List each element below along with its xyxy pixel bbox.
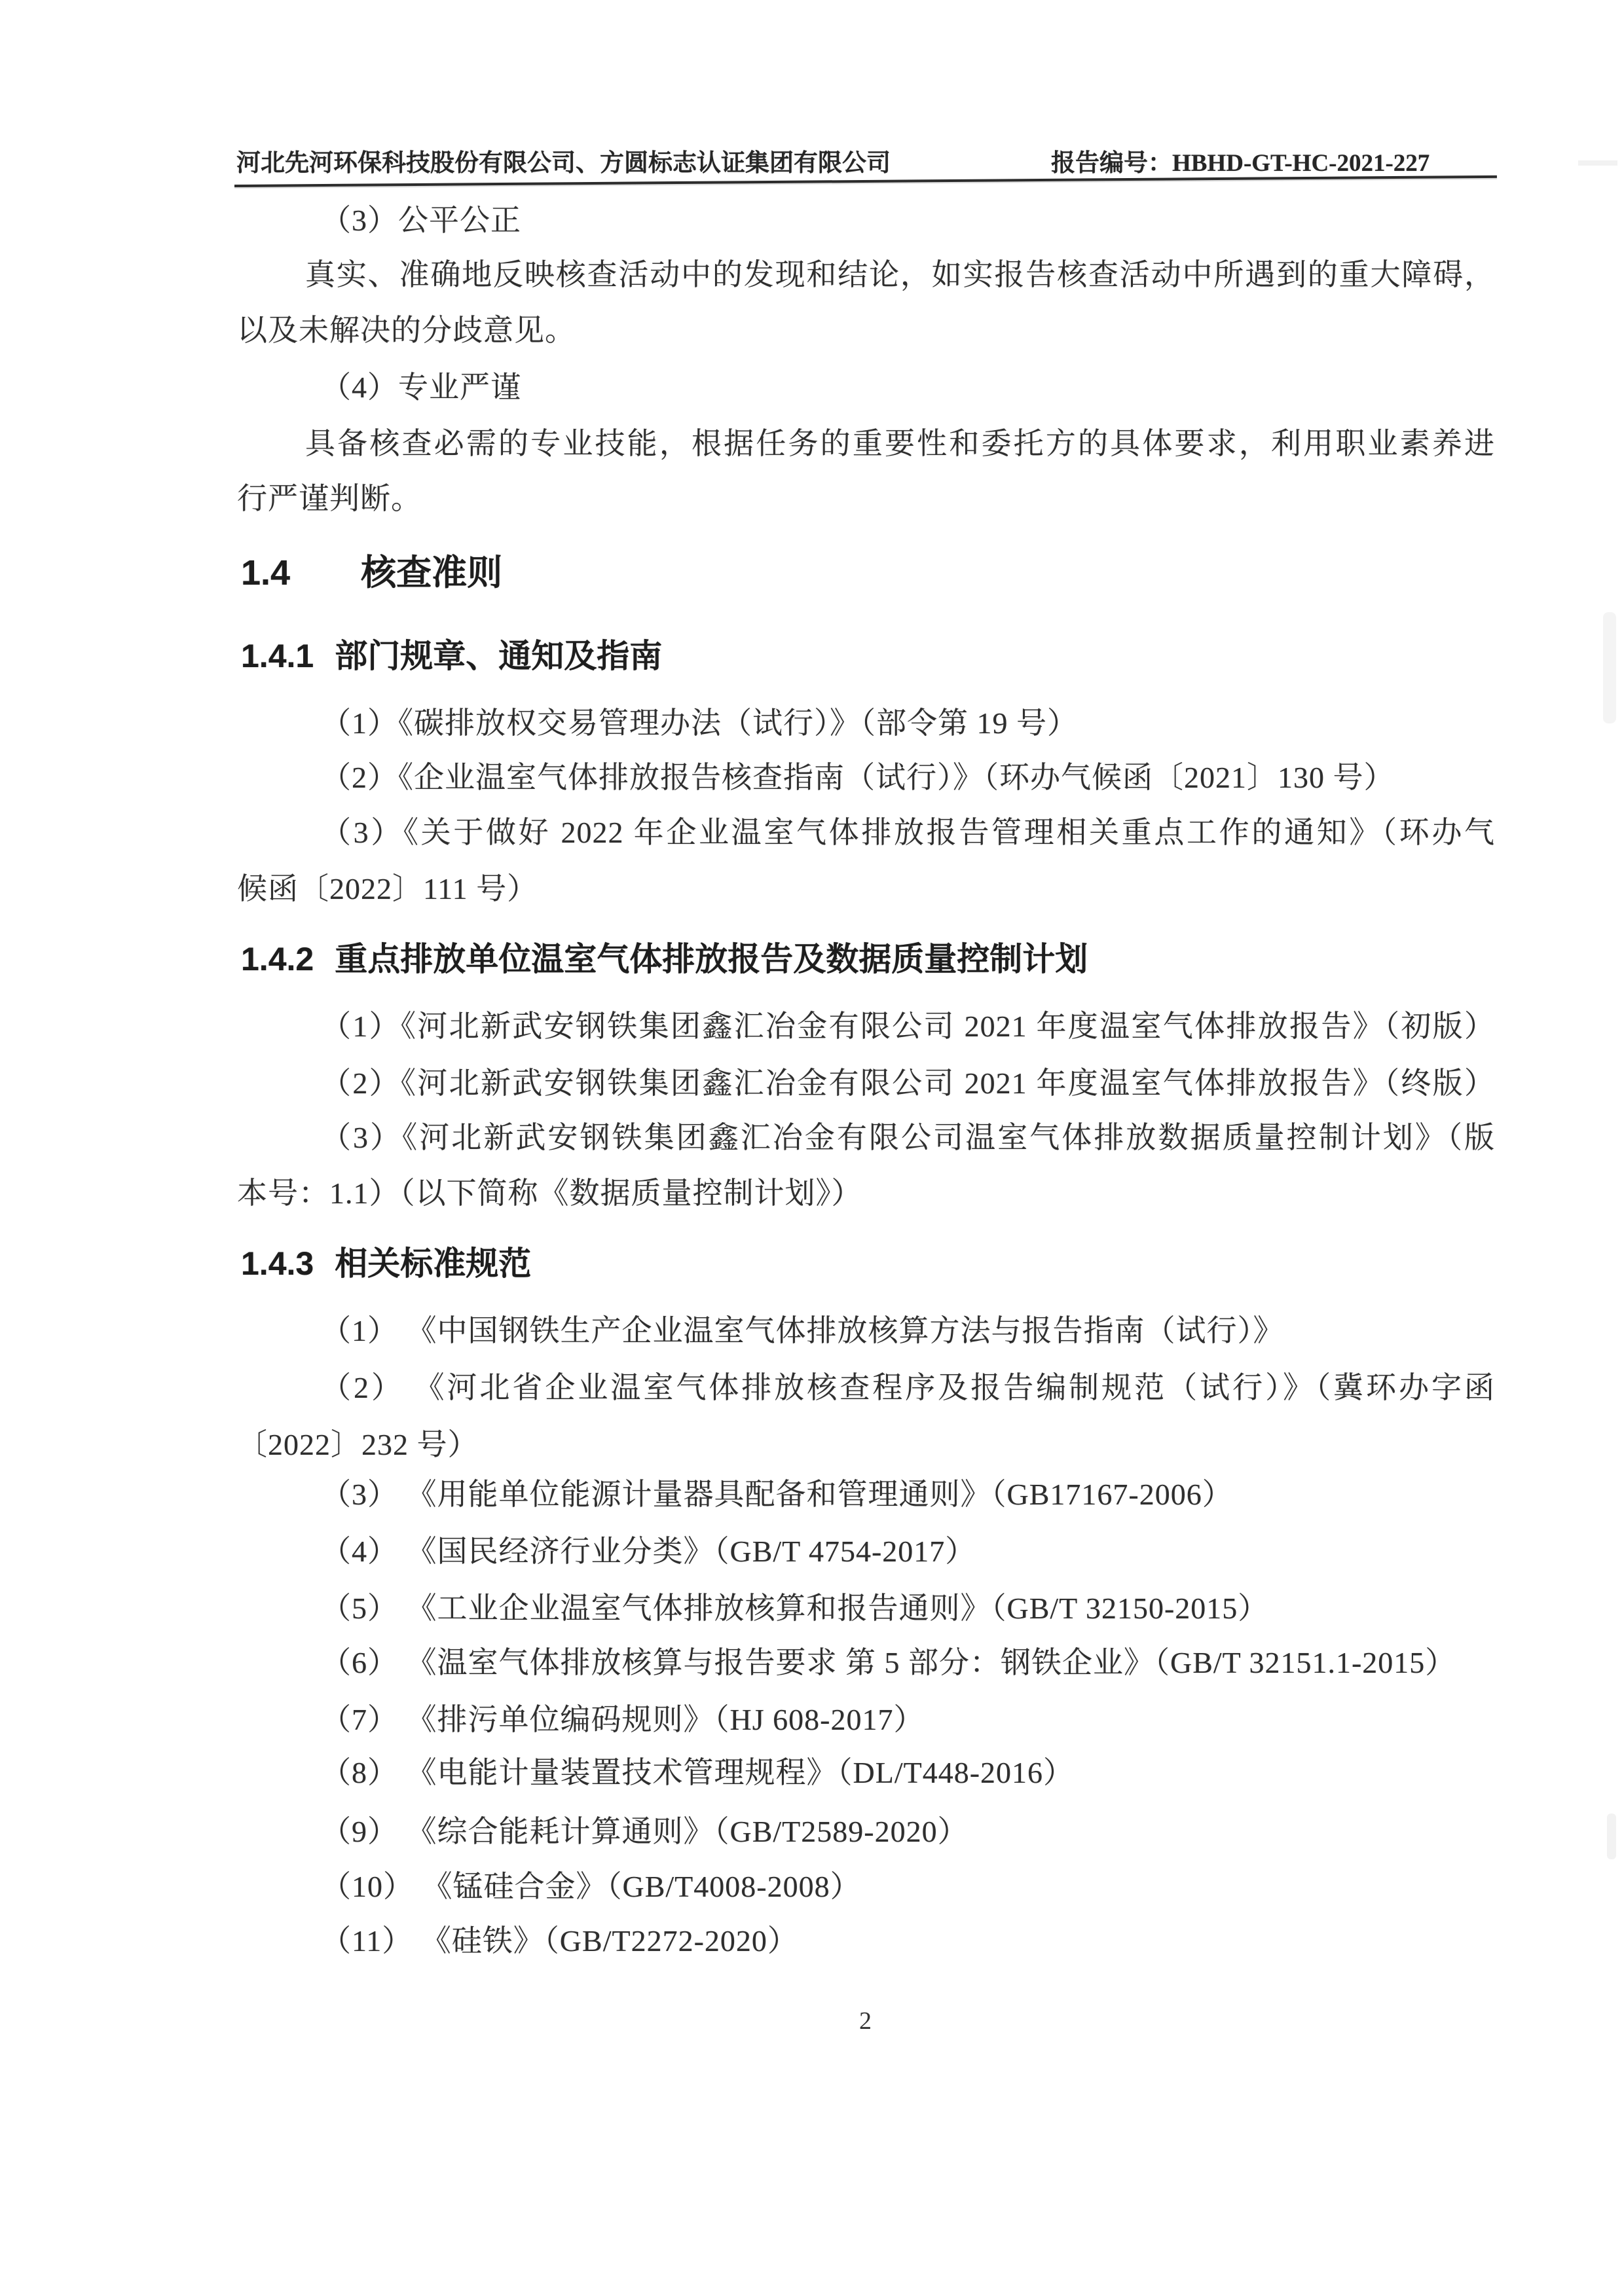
- scan-artifact: [1578, 160, 1617, 166]
- principle-3-title: （3）公平公正: [321, 204, 521, 237]
- list-item: （1）《碳排放权交易管理办法（试行）》（部令第 19 号）: [321, 706, 1078, 740]
- section-title: 部门规章、通知及指南: [335, 638, 663, 674]
- list-item: （7） 《排污单位编码规则》（HJ 608-2017）: [321, 1703, 925, 1736]
- list-item-continuation: 候函〔2022〕111 号）: [237, 872, 538, 905]
- list-item: （5） 《工业企业温室气体排放核算和报告通则》（GB/T 32150-2015）: [321, 1592, 1269, 1625]
- list-item: （6） 《温室气体排放核算与报告要求 第 5 部分：钢铁企业》（GB/T 32151.1-2015）: [321, 1646, 1456, 1679]
- list-item: （8） 《电能计量装置技术管理规程》（DL/T448-2016）: [321, 1756, 1075, 1789]
- section-number: 1.4.2: [241, 941, 314, 977]
- report-number-label: 报告编号：: [1051, 150, 1172, 177]
- list-item: （4） 《国民经济行业分类》（GB/T 4754-2017）: [321, 1535, 976, 1568]
- list-item: （3）《河北新武安钢铁集团鑫汇冶金有限公司温室气体排放数据质量控制计划》（版: [321, 1121, 1495, 1154]
- list-item: （2）《企业温室气体排放报告核查指南（试行）》（环办气候函〔2021〕130 号）: [321, 761, 1395, 794]
- section-title: 相关标准规范: [335, 1245, 532, 1282]
- section-number: 1.4.3: [241, 1245, 314, 1282]
- section-1-4-2-heading: [241, 936, 1088, 983]
- list-item: （9） 《综合能耗计算通则》（GB/T2589-2020）: [321, 1815, 969, 1848]
- scan-artifact: [1607, 1813, 1616, 1859]
- list-item: （1） 《中国钢铁生产企业温室气体排放核算方法与报告指南（试行）》: [321, 1314, 1284, 1347]
- section-title: 核查准则: [361, 553, 503, 592]
- section-1-4-1-heading: [241, 632, 662, 680]
- paragraph-line: 以及未解决的分歧意见。: [237, 314, 576, 347]
- page-number: 2: [859, 2007, 872, 2035]
- header-company-names: 河北先河环保科技股份有限公司、方圆标志认证集团有限公司: [236, 150, 891, 177]
- list-item: （11） 《硅铁》（GB/T2272-2020）: [321, 1924, 798, 1958]
- scan-artifact: [1603, 612, 1616, 723]
- paragraph-line: 行严谨判断。: [237, 482, 422, 515]
- list-item: （2）《河北新武安钢铁集团鑫汇冶金有限公司 2021 年度温室气体排放报告》（终版）: [321, 1066, 1496, 1100]
- paragraph-line: 真实、准确地反映核查活动中的发现和结论，如实报告核查活动中所遇到的重大障碍，: [305, 258, 1495, 291]
- list-item: （1）《河北新武安钢铁集团鑫汇冶金有限公司 2021 年度温室气体排放报告》（初版）: [321, 1010, 1496, 1043]
- report-number-value: HBHD-GT-HC-2021-227: [1172, 150, 1430, 177]
- paragraph-line: 具备核查必需的专业技能，根据任务的重要性和委托方的具体要求，利用职业素养进: [305, 427, 1495, 460]
- list-item: （3） 《用能单位能源计量器具配备和管理通则》（GB17167-2006）: [321, 1478, 1233, 1511]
- section-1-4-3-heading: [241, 1240, 531, 1287]
- section-number: 1.4.1: [241, 638, 314, 674]
- list-item-continuation: 本号：1.1）（以下简称《数据质量控制计划》）: [237, 1176, 862, 1210]
- list-item: （10） 《锰硅合金》（GB/T4008-2008）: [321, 1870, 861, 1903]
- principle-4-title: （4）专业严谨: [321, 371, 521, 404]
- section-1-4-heading: [241, 548, 502, 598]
- list-item: （2） 《河北省企业温室气体排放核查程序及报告编制规范（试行）》（冀环办字函: [321, 1371, 1495, 1404]
- list-item: （3）《关于做好 2022 年企业温室气体排放报告管理相关重点工作的通知》（环办气: [321, 816, 1495, 849]
- section-number: 1.4: [241, 553, 291, 592]
- header-report-number: [1051, 143, 1430, 178]
- list-item-continuation: 〔2022〕232 号）: [237, 1428, 479, 1461]
- section-title: 重点排放单位温室气体排放报告及数据质量控制计划: [335, 941, 1088, 977]
